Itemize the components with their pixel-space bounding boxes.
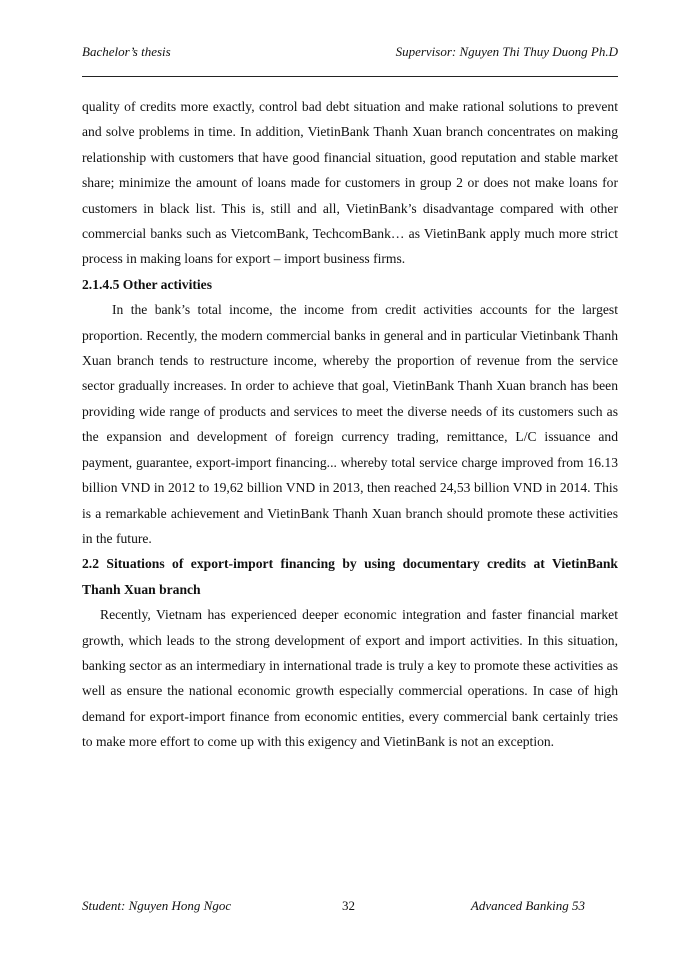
paragraph-intro: quality of credits more exactly, control bad debt situation and make rational solutions to prevent and solve problems in time. In addition, VietinBank Thanh Xuan branch concentrates on making relationship with customers that have good financial situation, good reputation and stable market share; minimize the amount of loans made for customers in group 2 or does not make loans for customers in black list. This is, still and all, VietinBank’s disadvantage compared with other commercial banks such as VietcomBank, TechcomBank… as VietinBank apply much more strict process in making loans for export – import business firms.: [82, 99, 618, 267]
header-divider: [82, 76, 618, 77]
heading-other-activities: 2.1.4.5 Other activities: [82, 276, 212, 292]
heading-situations: 2.2 Situations of export-import financing by using documentary credits at VietinBank Thanh Xuan branch: [82, 556, 618, 597]
header-thesis-label: Bachelor’s thesis: [82, 44, 171, 59]
page-body: [82, 94, 618, 755]
paragraph-situations: Recently, Vietnam has experienced deeper economic integration and faster financial market growth, which leads to the strong development of export and import activities. In this situation, banking sector as an intermediary in international trade is truly a key to promote these activities as well as ensure the national economic growth especially commercial operations. In case of high demand for export-import finance from economic entities, every commercial bank certainly tries to make more effort to come up with this exigency and VietinBank is not an exception.: [82, 607, 618, 750]
header-supervisor: Supervisor: Nguyen Thi Thuy Duong Ph.D: [395, 44, 618, 59]
paragraph-other-activities: In the bank’s total income, the income from credit activities accounts for the largest proportion. Recently, the modern commercial banks in general and in particular Vietinbank Thanh Xuan branch tends to restructure income, whereby the proportion of revenue from the service sector gradually increases. In order to achieve that goal, VietinBank Thanh Xuan branch has been providing wide range of products and services to meet the diverse needs of its customers such as the expansion and development of foreign currency trading, remittance, L/C issuance and payment, guarantee, export-import financing... whereby total service charge improved from 16.13 billion VND in 2012 to 19,62 billion VND in 2013, then reached 24,53 billion VND in 2014. This is a remarkable achievement and VietinBank Thanh Xuan branch should promote these activities in the future.: [82, 302, 618, 546]
footer-class: Advanced Banking 53: [470, 898, 585, 913]
page-number: 32: [342, 898, 355, 913]
footer-student: Student: Nguyen Hong Ngoc: [82, 898, 232, 913]
page-footer: [82, 898, 585, 918]
page-header: [82, 44, 618, 64]
